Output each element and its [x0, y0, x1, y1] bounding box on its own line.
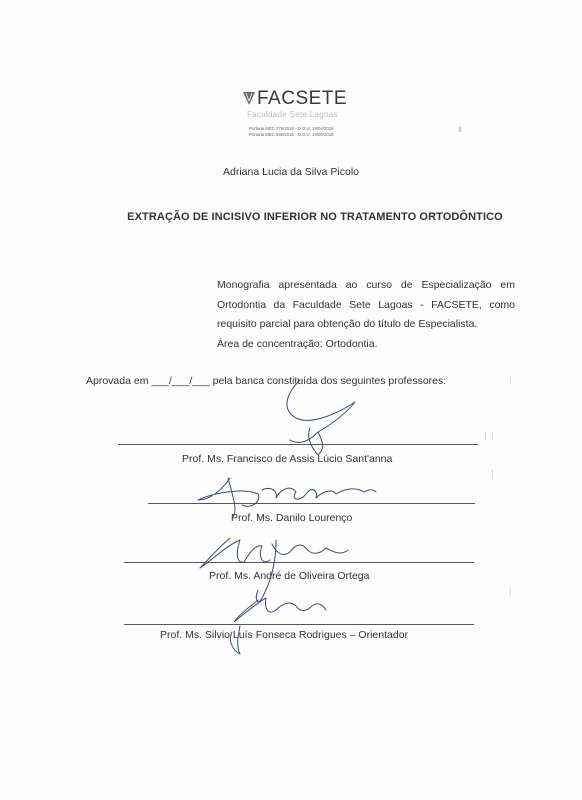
description-line: Monografia apresentada ao curso de Especialização em — [217, 279, 515, 291]
signature-line — [124, 562, 474, 563]
logo-ordinance-line: Portaria MEC 946/2016 - D.O.U. 19/08/2016 — [249, 132, 334, 137]
facsete-logo — [235, 88, 365, 144]
professor-name: Prof. Ms. Francisco de Assis Lúcio Sant'anna — [182, 453, 393, 465]
professor-name: Prof. Ms. Danilo Lourenço — [231, 512, 353, 524]
scan-artifact: ▏ — [510, 589, 516, 596]
signature-4 — [230, 598, 326, 654]
scan-artifact: ▮ — [458, 126, 462, 133]
scan-artifact: ▏ ▏ — [485, 433, 498, 440]
facsete-emblem-icon — [243, 92, 255, 106]
description-line: Área de concentração: Ortodontia. — [217, 337, 378, 350]
monograph-title: EXTRAÇÃO DE INCISIVO INFERIOR NO TRATAMENTO ORTODÔNTICO — [127, 211, 503, 223]
signature-line — [124, 624, 474, 625]
author-name: Adriana Lucia da Silva Picolo — [223, 166, 359, 178]
professor-name: Prof. Ms. Silvio Luís Fonseca Rodrigues – Orientador — [160, 629, 409, 641]
description-line: requisito parcial para obtenção do título de Especialista. — [217, 318, 478, 330]
scan-artifact: ▏ — [510, 377, 516, 384]
description-line: Ortodontia da Faculdade Sete Lagoas - FACSETE, como — [217, 298, 515, 311]
signature-line — [118, 444, 478, 445]
logo-name: FACSETE — [257, 88, 348, 109]
scan-artifact: · — [157, 660, 160, 667]
signature-line — [148, 503, 475, 504]
logo-ordinance-line: Portaria MEC 278/2016 - D.O.U. 19/04/2016 — [249, 126, 334, 131]
approval-statement: Aprovada em ___/___/___ pela banca constituída dos seguintes professores: — [86, 375, 447, 387]
monograph-description — [217, 276, 515, 354]
scan-artifact: ▏ — [492, 471, 498, 478]
logo-subtitle: Faculdade Sete Lagoas — [247, 110, 338, 119]
professor-name: Prof. Ms. André de Oliveira Ortega — [209, 570, 370, 582]
